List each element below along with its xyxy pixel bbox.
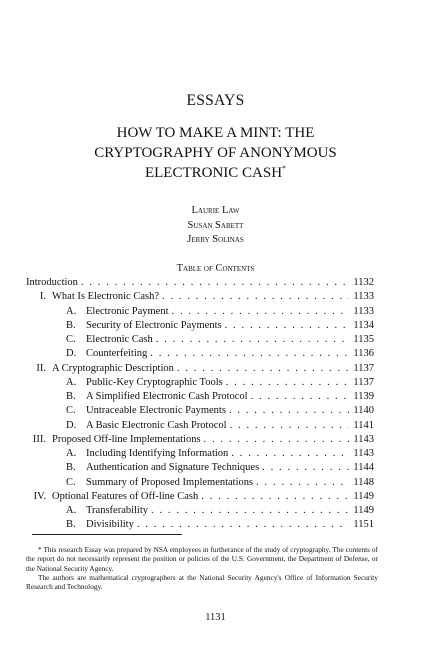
toc-entry: [26, 376, 374, 390]
toc-entry: [26, 347, 374, 361]
toc-entry-page: 1141: [353, 419, 374, 431]
toc-dot-leader: [204, 433, 349, 447]
author-name: Susan Sabett: [187, 219, 244, 231]
toc-dot-leader: [262, 461, 349, 475]
section-label: ESSAYS: [186, 92, 245, 109]
toc-entry-label: Public-Key Cryptographic Tools: [86, 376, 223, 388]
title-footnote-marker: *: [282, 164, 287, 173]
toc-entry-label: A Basic Electronic Cash Protocol: [86, 419, 227, 431]
toc-entry-page: 1139: [353, 391, 374, 402]
table-of-contents: [26, 276, 374, 533]
toc-entry: [26, 390, 374, 404]
toc-entry-number: C.: [66, 334, 76, 345]
toc-dot-leader: [229, 404, 349, 418]
title-line-3: [0, 163, 431, 183]
toc-entry-label: Untraceable Electronic Payments: [86, 405, 226, 417]
toc-dot-leader: [137, 518, 349, 532]
toc-entry-label: Electronic Cash: [86, 334, 153, 345]
footnote-rule: [32, 534, 182, 535]
toc-heading: Table of Contents: [176, 263, 255, 274]
toc-entry-number: B.: [66, 462, 76, 474]
toc-entry-page: 1137: [353, 376, 374, 388]
toc-entry-number: B.: [66, 391, 76, 402]
title-line-3-text: ELECTRONIC CASH: [144, 165, 283, 181]
toc-entry: [26, 305, 374, 319]
toc-entry-label: Counterfeiting: [86, 348, 148, 360]
toc-entry-number: D.: [66, 419, 77, 431]
toc-dot-leader: [201, 490, 349, 504]
toc-entry-number: III.: [32, 433, 46, 445]
toc-dot-leader: [172, 305, 349, 319]
toc-entry-label: Summary of Proposed Implementations: [86, 476, 254, 488]
toc-dot-leader: [226, 376, 349, 390]
toc-dot-leader: [251, 390, 349, 404]
toc-entry: [26, 319, 374, 333]
toc-dot-leader: [81, 276, 349, 290]
toc-entry-page: 1143: [353, 433, 374, 445]
footnote-1: * This research Essay was prepared by NSA employees in furtherance of the study of cryptography. The contents of the report do not necessarily represent the position or policies of the U.S. Government, the Department of Defense, or the National Security Agency.: [26, 545, 378, 573]
toc-entry-number: A.: [66, 305, 77, 317]
toc-entry-label: Introduction: [26, 277, 78, 288]
author-name: Jerry Solinas: [187, 234, 244, 245]
toc-entry: [26, 504, 374, 518]
toc-entry-label: A Simplified Electronic Cash Protocol: [86, 391, 248, 402]
toc-entry-label: Security of Electronic Payments: [86, 319, 222, 331]
toc-entry-page: 1149: [353, 490, 374, 502]
toc-entry-number: IV.: [33, 490, 46, 502]
toc-entry-number: B.: [66, 319, 76, 331]
toc-entry: [26, 290, 374, 304]
toc-entry: [26, 461, 374, 475]
toc-dot-leader: [151, 504, 349, 518]
toc-entry-number: A.: [66, 448, 77, 459]
toc-entry-label: Including Identifying Information: [86, 448, 229, 459]
toc-entry: [26, 404, 374, 418]
toc-entry: [26, 419, 374, 433]
toc-entry: [26, 433, 374, 447]
footnote-2: The authors are mathematical cryptographers at the National Security Agency's Office of Information Security Research and Technology.: [26, 573, 378, 592]
toc-entry-label: Authentication and Signature Techniques: [86, 462, 260, 474]
toc-entry-label: Optional Features of Off-line Cash: [52, 490, 199, 502]
toc-entry-label: Divisibility: [86, 519, 134, 531]
toc-entry-number: D.: [66, 348, 77, 360]
toc-entry-page: 1134: [353, 319, 374, 331]
toc-dot-leader: [150, 347, 349, 361]
toc-dot-leader: [156, 333, 349, 347]
toc-entry-page: 1133: [353, 305, 374, 317]
toc-entry: [26, 447, 374, 461]
toc-dot-leader: [231, 447, 349, 461]
toc-entry-number: C.: [66, 476, 76, 488]
toc-entry-page: 1151: [353, 519, 374, 531]
toc-entry-label: What Is Electronic Cash?: [52, 291, 159, 303]
toc-entry-number: A.: [66, 376, 77, 388]
toc-entry-number: B.: [66, 519, 76, 531]
toc-entry-page: 1148: [353, 476, 374, 488]
toc-entry-page: 1133: [353, 291, 374, 303]
toc-entry-number: I.: [39, 291, 46, 303]
toc-entry-label: Transferability: [86, 505, 149, 516]
toc-entry-label: Electronic Payment: [86, 305, 169, 317]
page-number: 1131: [205, 612, 226, 623]
toc-entry: [26, 476, 374, 490]
author-list: [0, 204, 431, 248]
toc-entry-page: 1144: [353, 462, 374, 474]
title-line-2: CRYPTOGRAPHY OF ANONYMOUS: [94, 145, 337, 161]
toc-entry-number: II.: [36, 362, 46, 374]
toc-entry-number: A.: [66, 505, 77, 516]
toc-entry-page: 1135: [353, 334, 374, 345]
toc-entry-page: 1143: [353, 448, 374, 459]
toc-dot-leader: [177, 362, 349, 376]
title-line-1: HOW TO MAKE A MINT: THE: [116, 125, 315, 141]
toc-entry: [26, 362, 374, 376]
toc-entry: [26, 490, 374, 504]
toc-dot-leader: [162, 290, 349, 304]
toc-entry-label: Proposed Off-line Implementations: [52, 433, 201, 445]
essay-title: [0, 123, 431, 183]
toc-entry-number: C.: [66, 405, 76, 417]
author-name: Laurie Law: [191, 205, 240, 216]
toc-entry-page: 1149: [353, 505, 374, 516]
toc-dot-leader: [230, 419, 349, 433]
toc-entry: [26, 333, 374, 347]
toc-entry-page: 1137: [353, 362, 374, 374]
toc-entry-page: 1140: [353, 405, 374, 417]
toc-entry: [26, 276, 374, 290]
toc-entry-label: A Cryptographic Description: [52, 362, 174, 374]
toc-dot-leader: [225, 319, 349, 333]
toc-entry-page: 1132: [353, 277, 374, 288]
toc-entry: [26, 518, 374, 532]
toc-entry-page: 1136: [353, 348, 374, 360]
toc-dot-leader: [256, 476, 349, 490]
